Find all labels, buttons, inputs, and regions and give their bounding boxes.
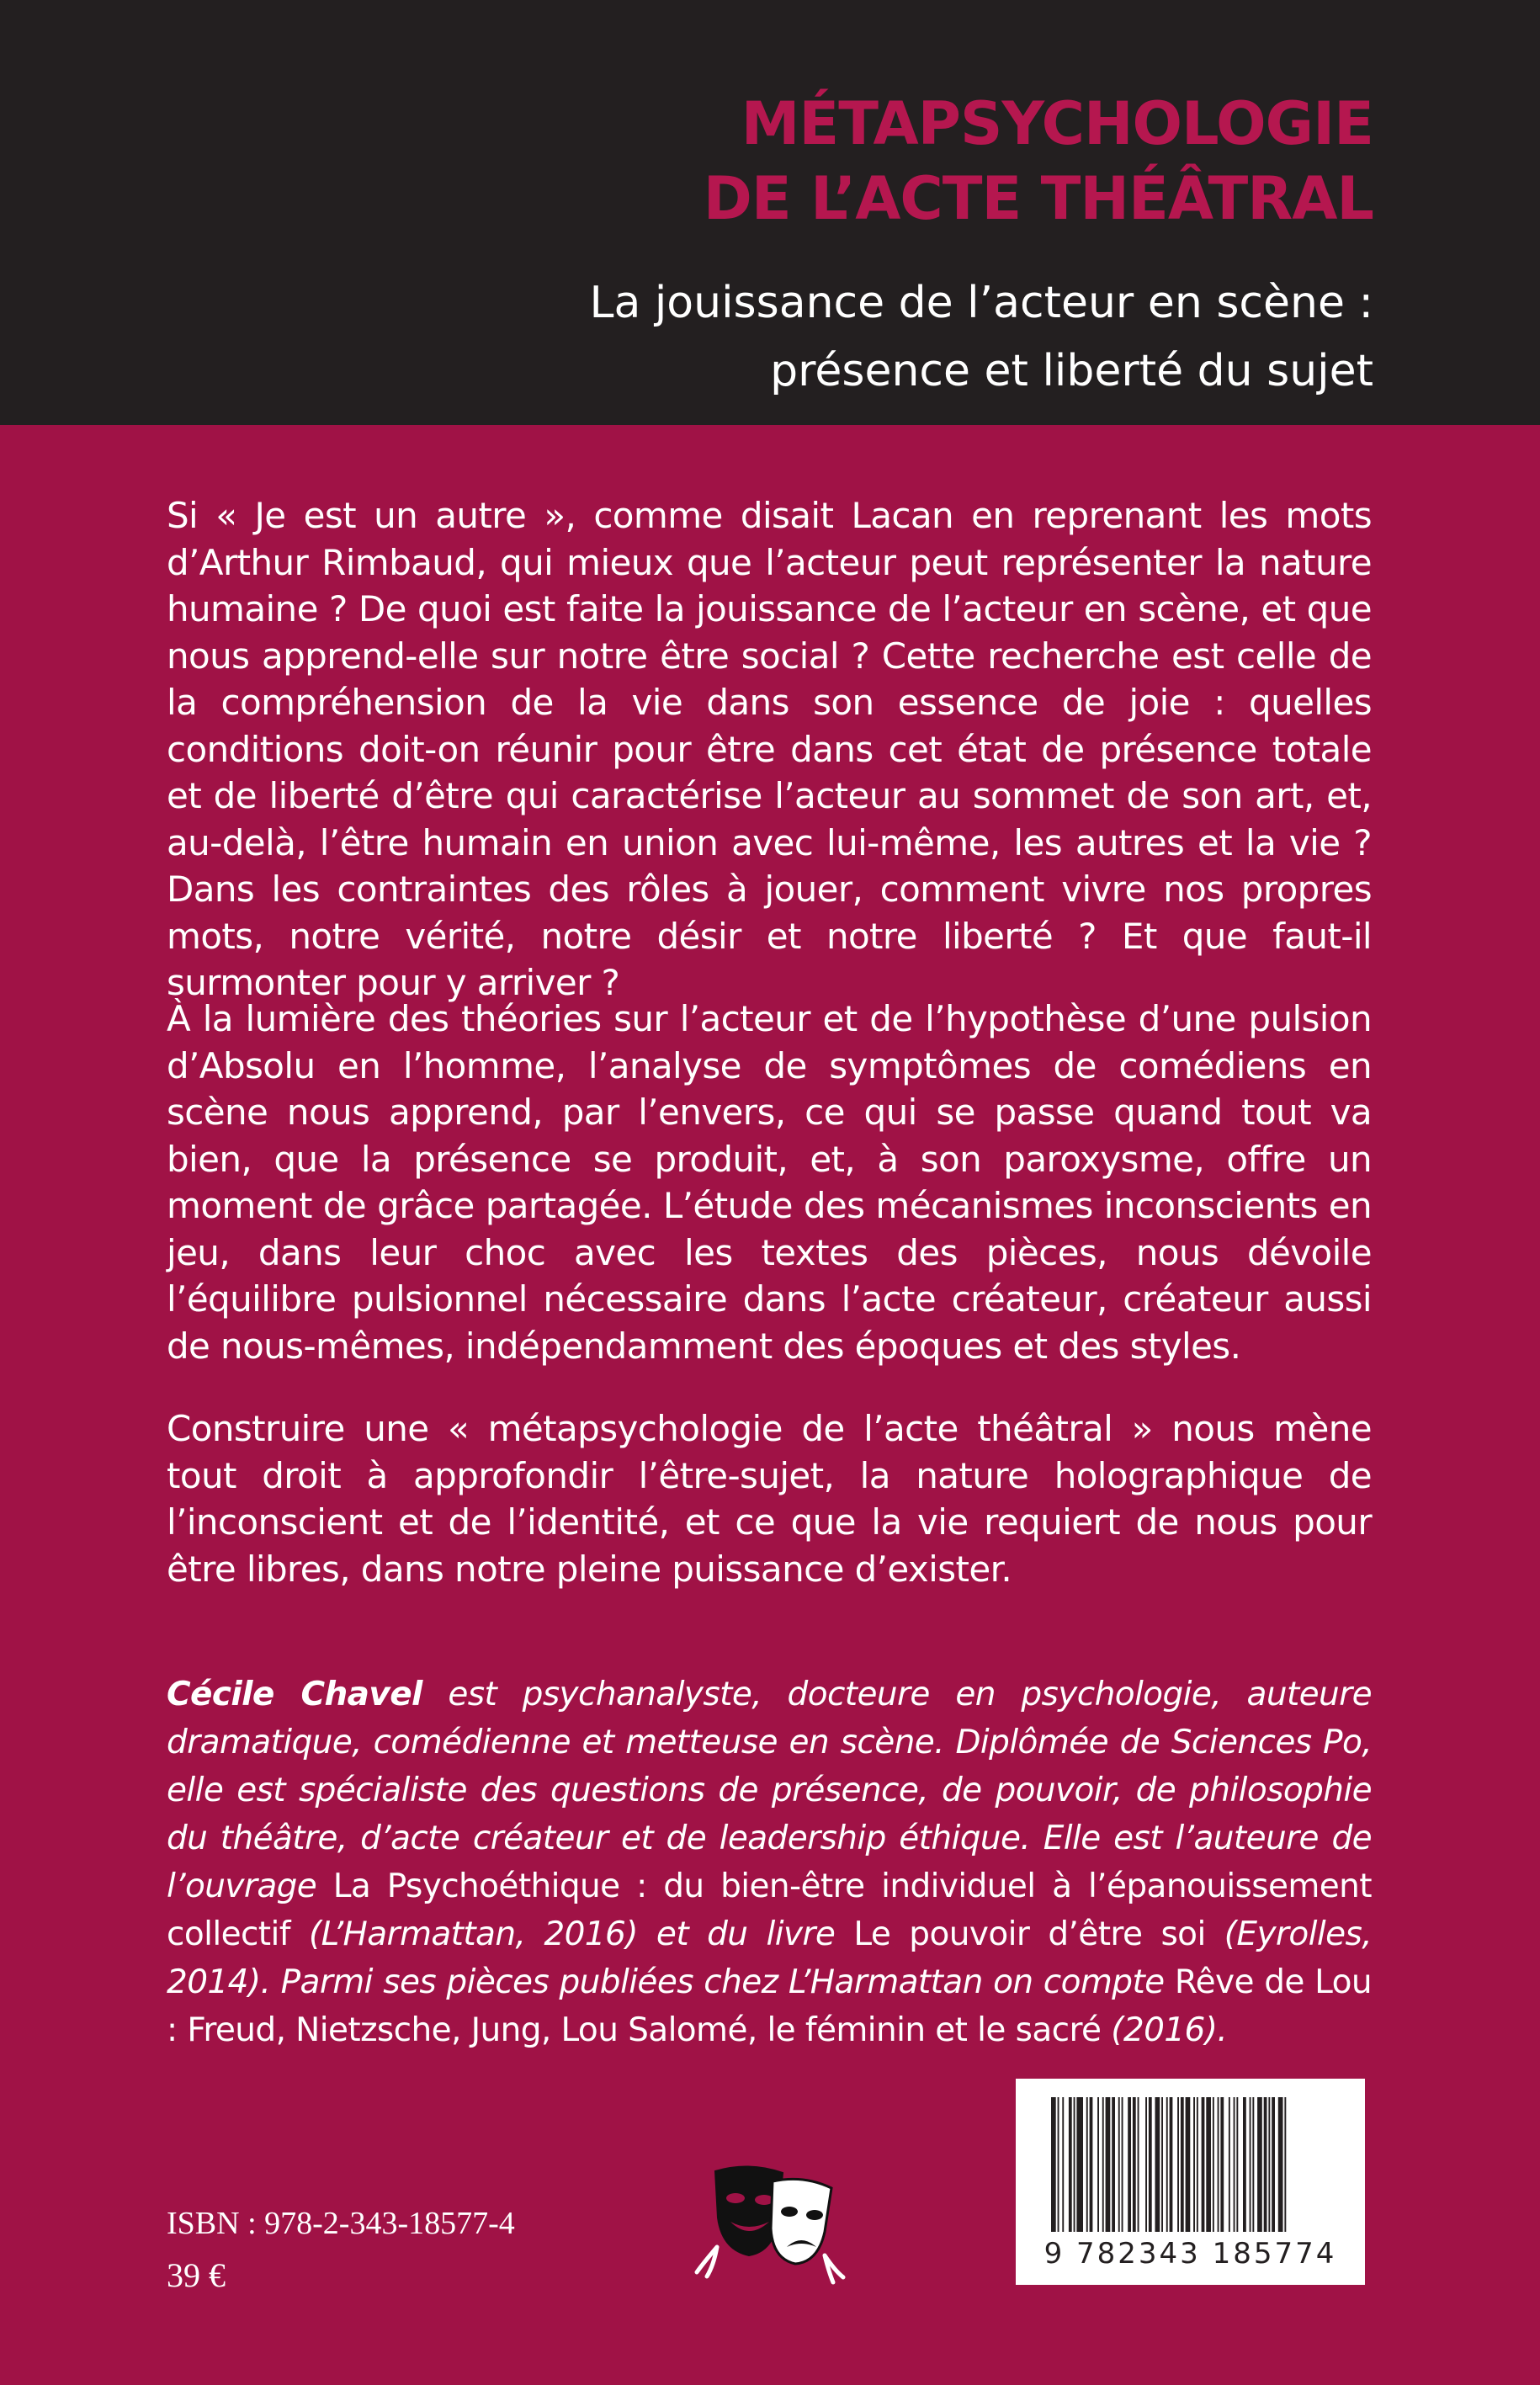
- book-title-line-1: MÉTAPSYCHOLOGIE: [741, 89, 1373, 158]
- book-title-2: Le pouvoir d’être soi: [853, 1915, 1206, 1953]
- theatre-masks-icon: [690, 2138, 850, 2297]
- header-band: [0, 0, 1540, 425]
- author-bio-text-2: (L’Harmattan, 2016) et du livre: [289, 1915, 854, 1953]
- author-bio: [167, 1671, 1372, 2054]
- author-name: Cécile Chavel: [167, 1676, 422, 1713]
- barcode-bars-icon: [1016, 2079, 1365, 2239]
- book-title-1: La Psychoéthique : du bien-être individuel à l’épanouissement collectif: [167, 1867, 1372, 1953]
- summary-paragraph-3: Construire une « métapsychologie de l’acte théâtral » nous mène tout droit à approfondir l’être-sujet, la nature holographique de l’inconscient et de l’identité, et ce que la vie requiert de nous pour être libres, dans notre pleine puissance d’exister.: [167, 1408, 1372, 1590]
- book-subtitle-line-1: La jouissance de l’acteur en scène :: [589, 278, 1373, 328]
- summary-paragraph-1: Si « Je est un autre », comme disait Lacan en reprenant les mots d’Arthur Rimbaud, qui mieux que l’acteur peut représenter la nature humaine ? De quoi est faite la jouissance de l’acteur en scène, et que nous apprend-elle sur notre être social ? Cette recherche est celle de la compréhension de la vie dans son essence de joie : quelles conditions doit-on réunir pour être dans cet état de présence totale et de liberté d’être qui caractérise l’acteur au sommet de son art, et, au-delà, l’être humain en union avec lui-même, les autres et la vie ? Dans les contraintes des rôles à jouer, comment vivre nos propres mots, notre vérité, notre désir et notre liberté ? Et que faut-il surmonter pour y arriver ?: [167, 495, 1372, 1003]
- summary-paragraph-2: À la lumière des théories sur l’acteur et de l’hypothèse d’une pulsion d’Absolu en l’homme, l’analyse de symptômes de comédiens en scène nous apprend, par l’envers, ce qui se passe quand tout va bien, que la présence se produit, et, à son paroxysme, offre un moment de grâce partagée. L’étude des mécanismes inconscients en jeu, dans leur choc avec les textes des pièces, nous dévoile l’équilibre pulsionnel nécessaire dans l’acte créateur, créateur aussi de nous-mêmes, indépendamment des époques et des styles.: [167, 998, 1372, 1367]
- book-title-line-2: DE L’ACTE THÉÂTRAL: [703, 164, 1373, 233]
- isbn-label: ISBN : 978-2-343-18577-4: [167, 2206, 515, 2241]
- author-bio-text-4: (2016).: [1101, 2011, 1228, 2049]
- author-bio-text-3: (Eyrolles, 2014). Parmi ses pièces publiées chez L’Harmattan on compte: [167, 1915, 1373, 2001]
- author-bio-text-1: est psychanalyste, docteure en psychologie, auteure dramatique, comédienne et metteuse en scène. Diplômée de Sciences Po, elle est spécialiste des questions de présence, de pouvoir, de philosophie du théâtre, d’acte créateur et de leadership éthique. Elle est l’auteure de l’ouvrage: [167, 1676, 1372, 1905]
- book-subtitle-line-2: présence et liberté du sujet: [770, 346, 1373, 396]
- book-title-3: Rêve de Lou : Freud, Nietzsche, Jung, Lou Salomé, le féminin et le sacré: [167, 1963, 1372, 2049]
- price-label: 39 €: [167, 2256, 226, 2294]
- barcode-number: 9 782343 185774: [1043, 2237, 1337, 2271]
- barcode: [1016, 2079, 1365, 2285]
